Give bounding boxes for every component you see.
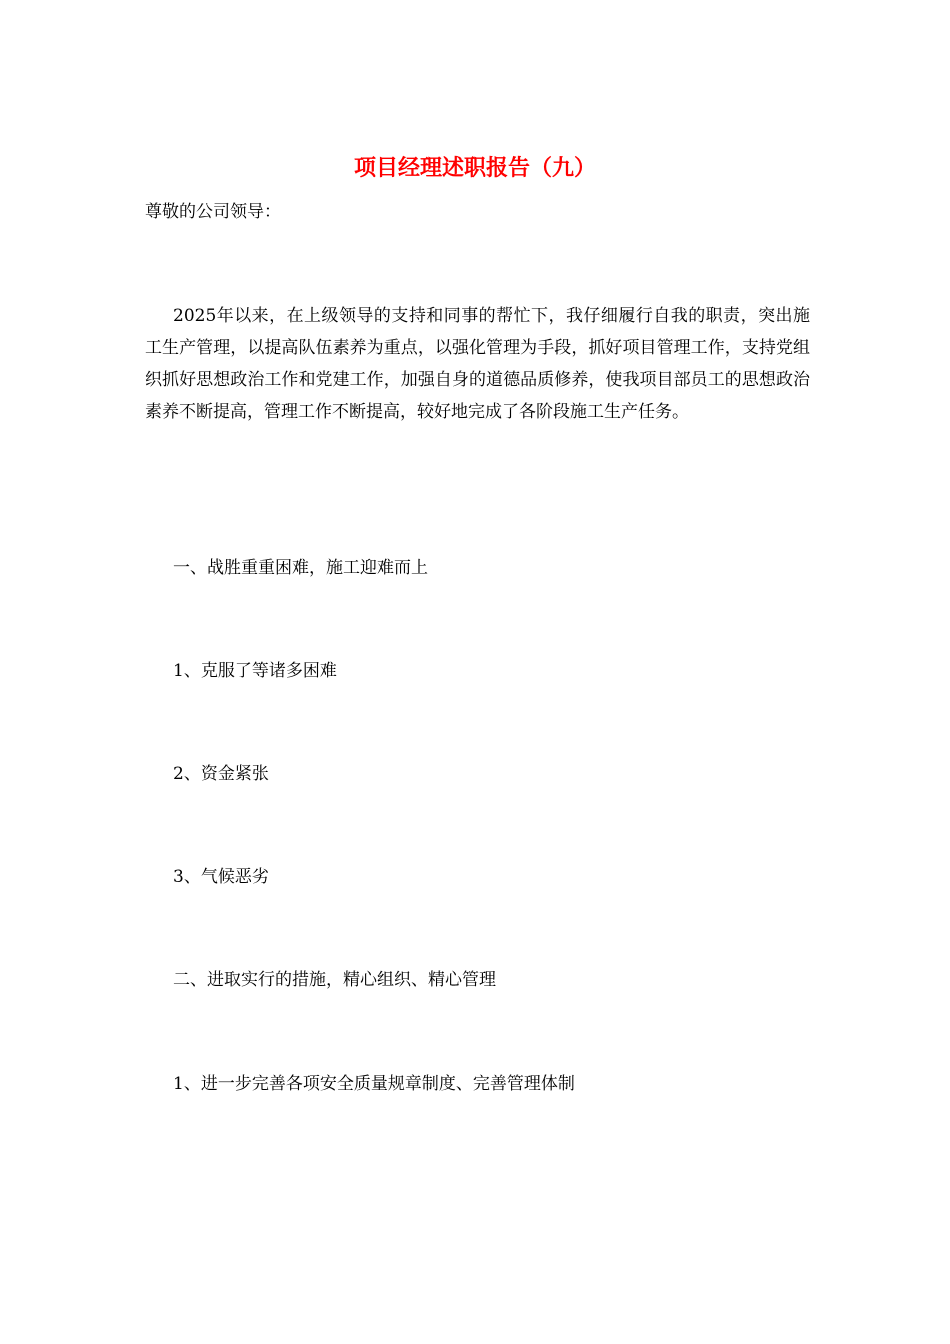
document-title: 项目经理述职报告（九） [353,155,596,181]
section-heading-1: 一、战胜重重困难，施工迎难而上 [173,558,428,578]
salutation: 尊敬的公司领导： [145,202,281,222]
list-item-1-1: 1、克服了等诸多困难 [173,661,337,681]
list-item-1-3: 3、气候恶劣 [173,867,269,887]
list-item-2-1: 1、进一步完善各项安全质量规章制度、完善管理体制 [173,1074,575,1094]
intro-paragraph: 2025年以来，在上级领导的支持和同事的帮忙下，我仔细履行自我的职责，突出施工生产管理，以提高队伍素养为重点，以强化管理为手段，抓好项目管理工作，支持党组织抓好思想政治工作和党建工作，加强自身的道德品质修养，使我项目部员工的思想政治素养不断提高，管理工作不断提高，较好地完成了各阶段施工生产任务。 [145,306,810,422]
section-heading-2: 二、进取实行的措施，精心组织、精心管理 [173,970,496,990]
list-item-1-2: 2、资金紧张 [173,764,269,784]
